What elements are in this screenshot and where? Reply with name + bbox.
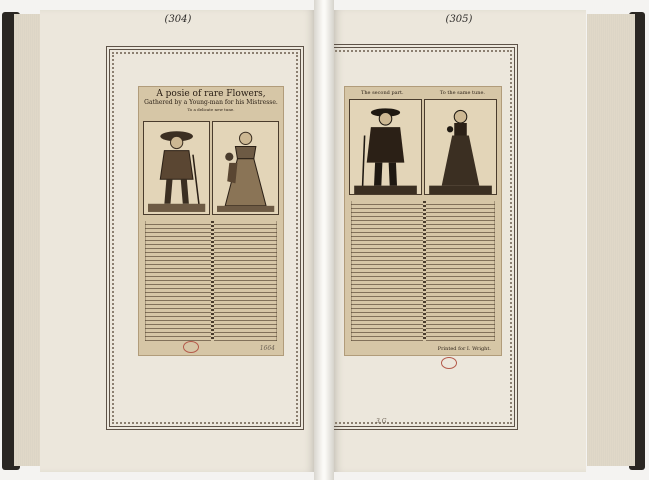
ballad-title-main: A posie of rare Flowers, (156, 89, 266, 99)
woodcut-man (349, 99, 422, 195)
page-number: (304) (164, 14, 192, 25)
woodcut-woman (424, 99, 497, 195)
handwritten-note: 1664 (259, 345, 275, 352)
right-page (332, 10, 586, 472)
page-edges-right (587, 14, 635, 466)
woodcut-man (143, 121, 210, 215)
ballad-sheet (344, 86, 502, 356)
ballad-title-sub: Gathered by a Young-man for his Mistresse. (144, 99, 278, 107)
woodcut-row (349, 99, 497, 195)
column-divider (423, 201, 426, 341)
ballad-sheet (138, 86, 284, 356)
cut-caption-left: The second part. (361, 90, 404, 96)
book-gutter (314, 0, 334, 480)
signature-mark: 3 G (376, 418, 387, 425)
page-number: (305) (445, 14, 473, 25)
printer-imprint: Printed for I. Wright. (437, 346, 491, 352)
left-page (40, 10, 316, 472)
library-stamp (183, 341, 199, 353)
ballad-verses (351, 201, 495, 341)
library-stamp (441, 357, 457, 369)
woodcut-woman (212, 121, 279, 215)
ballad-verses (145, 221, 277, 341)
column-divider (211, 221, 214, 341)
ballad-title (139, 87, 283, 112)
ballad-tune: To a delicate new tune. (187, 106, 235, 112)
woodcut-row (143, 121, 279, 215)
cut-caption-right: To the same tune. (439, 90, 485, 96)
